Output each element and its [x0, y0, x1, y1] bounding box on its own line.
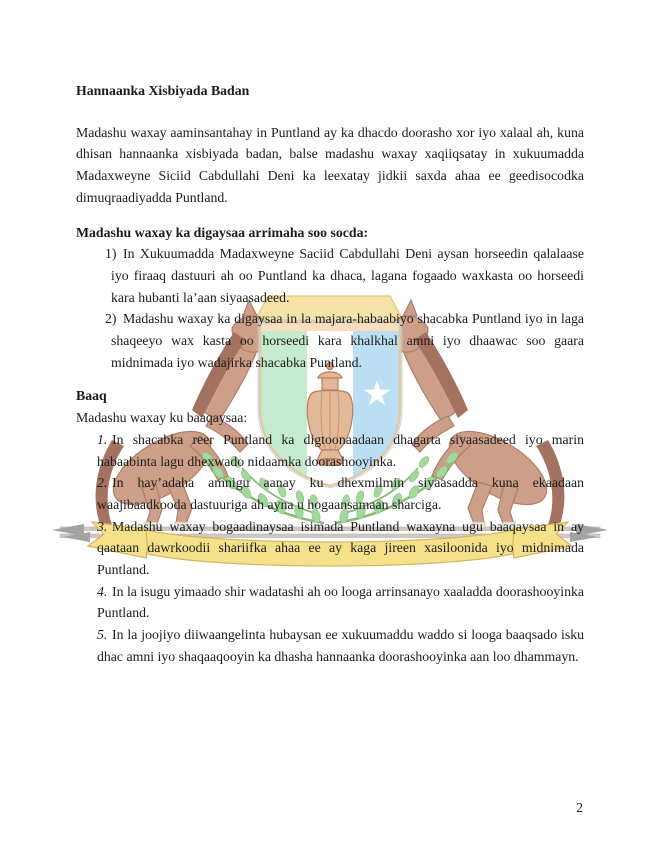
warning-list — [76, 243, 584, 373]
call-item-3 — [97, 516, 584, 581]
call-item-4 — [97, 581, 584, 624]
heading-multiparty-system: Hannaanka Xisbiyada Badan — [76, 83, 250, 98]
warning-item-text: In Xukuumadda Madaxweyne Saciid Cabdullahi Deni aysan horseedin qalalaase iyo firaaq dastuuri ah oo Puntland ka dhaca, lagana fogaado waxkasta oo horseedi kara hubanti la’aan siyaasadeed. — [111, 246, 584, 305]
document-body — [76, 80, 584, 668]
list-number: 2. — [97, 475, 108, 491]
call-list — [76, 429, 584, 668]
list-number: 3. — [97, 518, 108, 534]
call-item-1 — [97, 429, 584, 472]
call-item-2 — [97, 472, 584, 515]
call-item-5 — [97, 624, 584, 667]
heading-baaq: Baaq — [76, 388, 107, 404]
call-item-text: In hay’adaha amnigu aanay ku dhexmilmin siyaasadda kuna ekaadaan waajibaadkooda dastuuriga ah ayna u hogaansamaan sharciga. — [97, 475, 584, 512]
page-number: 2 — [576, 800, 583, 815]
call-item-text: In shacabka reer Puntland ka digtoonaadaan dhagarta siyaasadeed iyo marin habaabinta lagu dhexwado nidaamka doorashooyinka. — [97, 431, 584, 469]
list-number: 2) — [105, 311, 117, 327]
baaq-intro: Madashu waxay ku baaqaysaa: — [76, 410, 248, 426]
call-item-text: In la isugu yimaado shir wadatashi ah oo looga arrinsanayo xaaladda doorashooyinka Puntland. — [97, 583, 584, 621]
warning-item-1 — [105, 243, 584, 308]
list-number: 1. — [97, 431, 108, 447]
warning-item-text: Madashu waxay ka digaysaa in la majara-habaabiyo shacabka Puntland iyo in laga shaqeeyo wax kasta oo horseedi kara khalkhal amni iyo dhaawac soo gaara midnimada iyo wadajirka shacabka Puntland. — [111, 311, 584, 370]
warning-item-2 — [105, 308, 584, 373]
heading-warnings: Madashu waxay ka digaysaa arrimaha soo socda: — [76, 224, 369, 240]
call-item-text: In la joojiyo diiwaangelinta hubaysan ee xukuumaddu waddo si looga baaqsado isku dhac amni iyo shaqaaqooyin ka dhasha hannaanka doorashooyinka aan loo dhammayn. — [97, 627, 584, 664]
list-number: 4. — [97, 583, 108, 599]
list-number: 1) — [105, 246, 117, 262]
call-item-text: Madashu waxay bogaadinaysaa isimada Puntland waxayna ugu baaqaysaa in ay qaataan dawrkoodii shariifka ahaa ee ay kaga jireen xasiloonida iyo midnimada Puntland. — [97, 518, 584, 578]
list-number: 5. — [97, 627, 108, 643]
intro-paragraph: Madashu waxay aaminsantahay in Puntland ay ka dhacdo doorasho xor iyo xalaal ah, kuna dhisan hannaanka xisbiyada badan, balse madashu waxay xaqiiqsatay in xukuumadda Madaxweyne Siciid Cabdullahi Deni ka leexatay jidkii saxda ahaa ee geedisocodka dimuqraadiyadda Puntland. — [76, 124, 584, 205]
